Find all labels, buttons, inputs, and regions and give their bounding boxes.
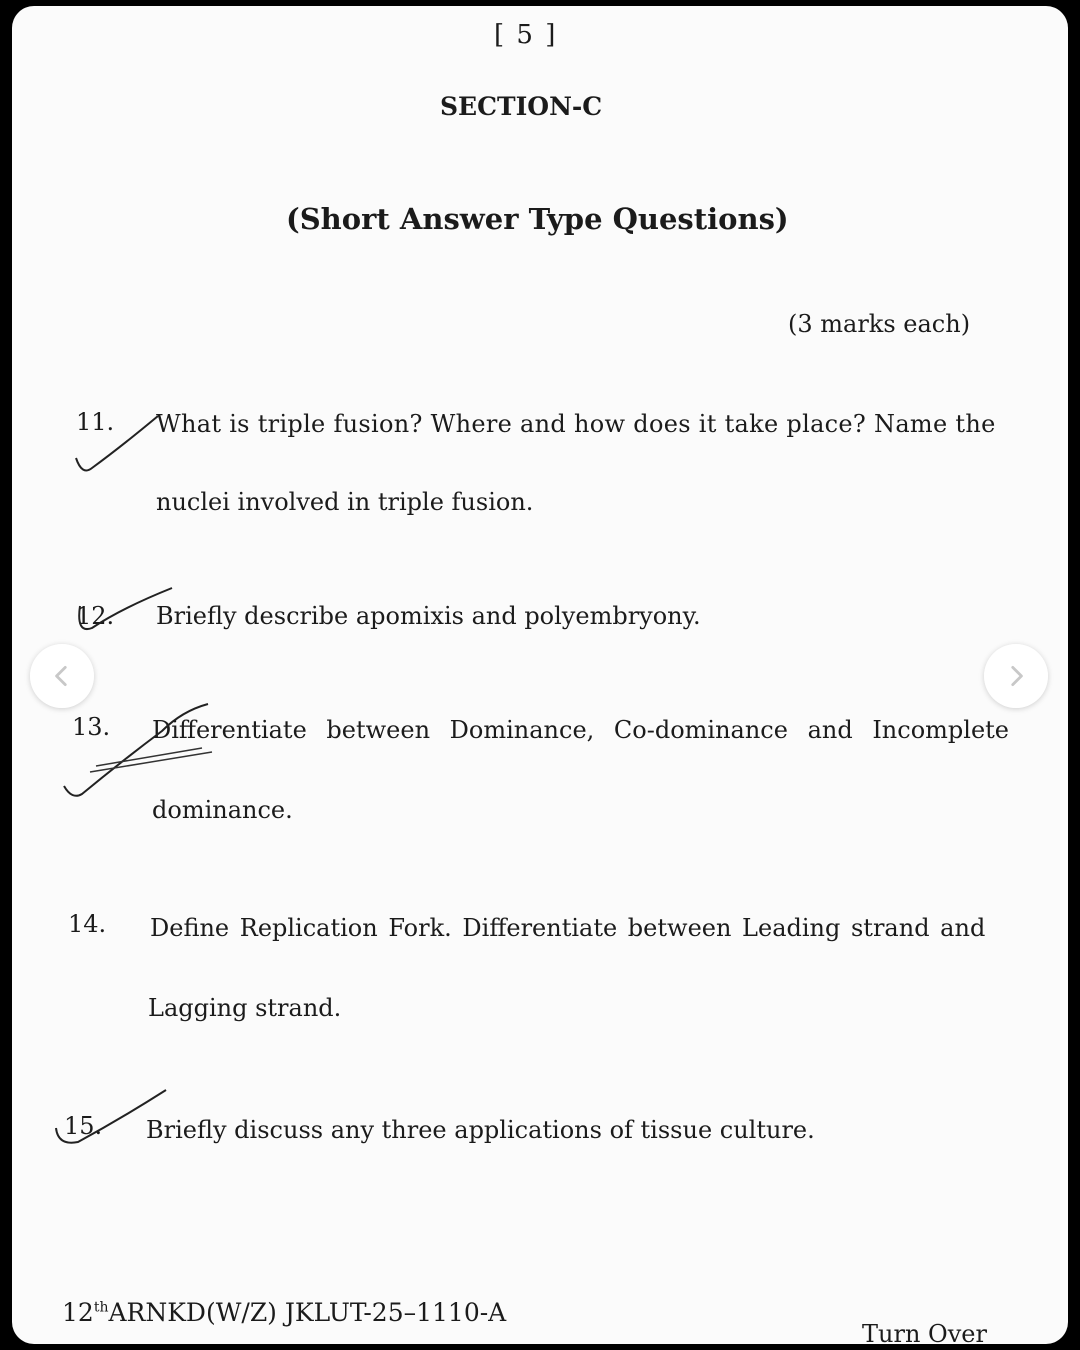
question-number: 11. — [76, 408, 115, 436]
turn-over-label: Turn Over — [862, 1320, 987, 1344]
question-text-line: dominance. — [152, 796, 293, 824]
next-page-button[interactable] — [984, 644, 1048, 708]
question-number: 12. — [76, 602, 115, 630]
question-number: 14. — [68, 910, 107, 938]
page-number: [ 5 ] — [494, 20, 558, 50]
question-text-line: Lagging strand. — [148, 994, 342, 1022]
question-text-line: Briefly discuss any three applications of tissue culture. — [146, 1116, 815, 1144]
paper-code-rest: ARNKD(W/Z) JKLUT-25–1110-A — [108, 1298, 507, 1327]
handwritten-ticks — [12, 6, 1068, 1344]
question-text-line: Differentiate between Dominance, Co-dominance and Incomplete — [152, 716, 1010, 744]
section-title: SECTION-C — [440, 92, 603, 121]
exam-page — [12, 6, 1068, 1344]
paper-code-sup: th — [93, 1299, 109, 1316]
tick-mark-icon — [76, 416, 158, 470]
question-text-line: Define Replication Fork. Differentiate between Leading strand and — [150, 914, 986, 942]
question-number: 15. — [64, 1112, 103, 1140]
question-number: 13. — [72, 713, 111, 741]
tick-mark-icon — [79, 588, 172, 629]
question-text-line: Briefly describe apomixis and polyembryony. — [156, 602, 701, 630]
paper-code-prefix: 12 — [62, 1298, 94, 1327]
question-text-line: nuclei involved in triple fusion. — [156, 488, 534, 516]
strike-mark-icon — [90, 748, 212, 772]
marks-note: (3 marks each) — [788, 310, 971, 338]
chevron-right-icon — [1003, 663, 1029, 689]
tick-mark-icon — [56, 1090, 166, 1143]
previous-page-button[interactable] — [30, 644, 94, 708]
subtitle: (Short Answer Type Questions) — [286, 202, 789, 236]
question-text-line: What is triple fusion? Where and how does it take place? Name the — [156, 410, 996, 438]
chevron-left-icon — [49, 663, 75, 689]
